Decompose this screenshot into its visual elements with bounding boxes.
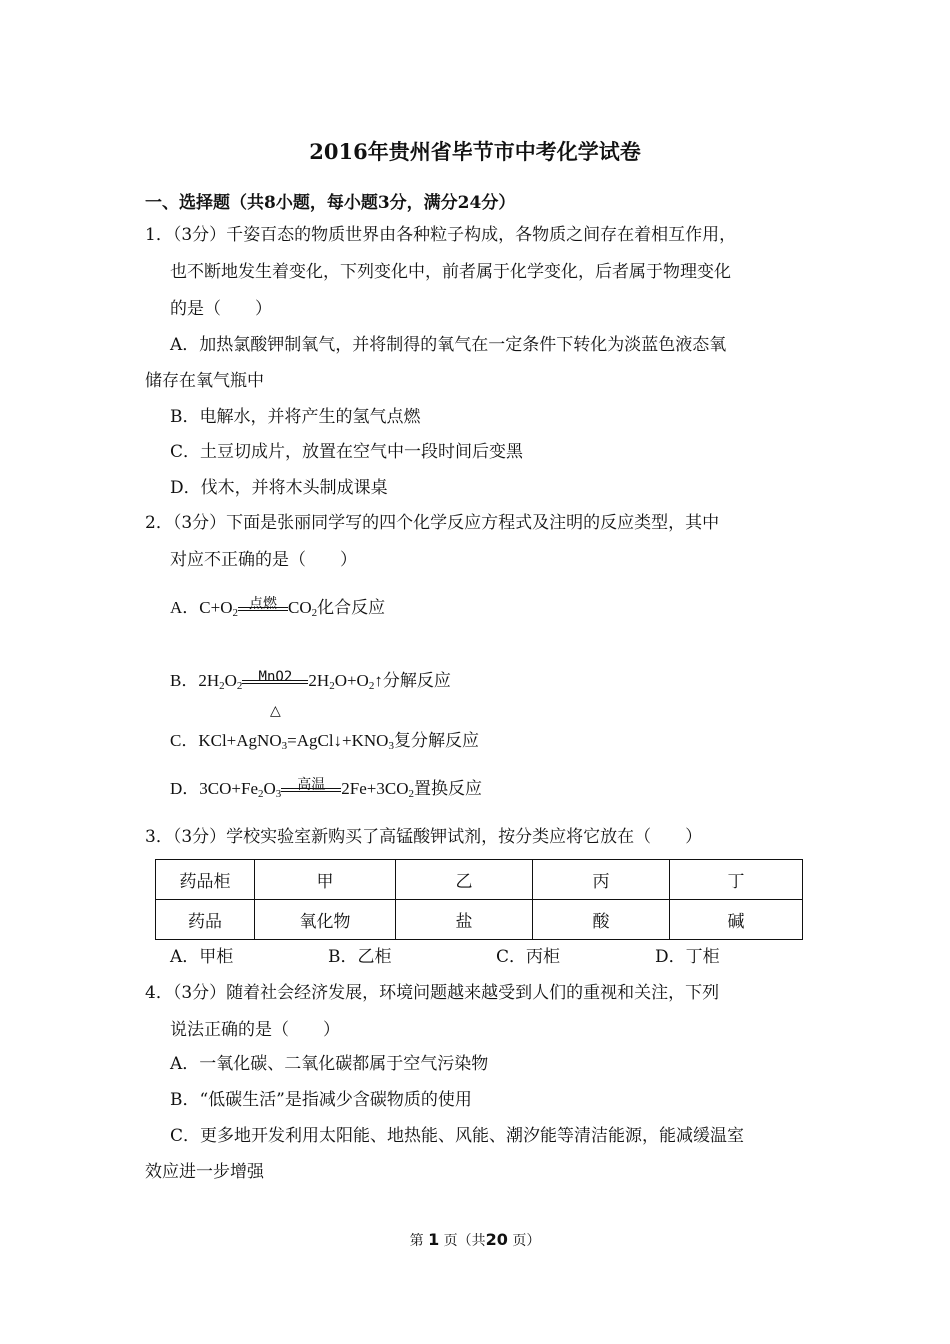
- q4-option-c-line2: 效应进一步增强: [145, 1162, 264, 1182]
- q1-option-a-line2: 储存在氧气瓶中: [145, 371, 264, 391]
- q1-option-d: D．伐木，并将木头制成课桌: [170, 478, 388, 498]
- q4-option-c-line1: C．更多地开发利用太阳能、地热能、风能、潮汐能等清洁能源，能减缓温室: [170, 1126, 745, 1146]
- q3-option-b: B．乙柜: [328, 947, 392, 967]
- q2-option-c: C．$KCl+AgNO_3=AgCl↓+KNO_3$复分解反应: [170, 731, 479, 752]
- table-cell: 丁: [670, 860, 803, 900]
- table-cell: 乙: [396, 860, 533, 900]
- table-cell: 药品柜: [156, 860, 255, 900]
- q4-option-a: A．一氧化碳、二氧化碳都属于空气污染物: [170, 1054, 489, 1074]
- q1-option-c: C．土豆切成片，放置在空气中一段时间后变黑: [170, 442, 524, 462]
- table-row: [156, 860, 803, 900]
- q1-stem-line1: 1．（3分）千姿百态的物质世界由各种粒子构成，各物质之间存在着相互作用，: [145, 225, 737, 245]
- table-row: [156, 900, 803, 940]
- catalyst-label: MnO2: [258, 669, 293, 685]
- q1-option-a-line1: A．加热氯酸钾制氧气，并将制得的氧气在一定条件下转化为淡蓝色液态氧: [170, 335, 727, 355]
- condition-label: 高温: [297, 777, 326, 793]
- page-title: 2016年贵州省毕节市中考化学试卷: [309, 139, 641, 164]
- q3-option-c: C．丙柜: [496, 947, 561, 967]
- q1-stem-line2: 也不断地发生着变化，下列变化中，前者属于化学变化，后者属于物理变化: [170, 262, 731, 282]
- page-footer: 第 1 页（共20 页）: [409, 1230, 541, 1249]
- q3-stem: 3．（3分）学校实验室新购买了高锰酸钾试剂，按分类应将它放在（ ）: [145, 827, 703, 847]
- condition-label: 点燃: [248, 596, 277, 612]
- heat-symbol: △: [270, 703, 281, 719]
- q2-option-a: A．$C+O_2$ 点燃 $CO_2$化合反应: [170, 597, 385, 619]
- table-cell: 酸: [533, 900, 670, 940]
- q2-stem-line2: 对应不正确的是（ ）: [170, 550, 357, 570]
- q1-option-b: B．电解水，并将产生的氢气点燃: [170, 407, 421, 427]
- table-cell: 丙: [533, 860, 670, 900]
- q2-option-d: D．$3CO+Fe_2O_3$ 高温 $2Fe+3CO_2$置换反应: [170, 778, 482, 800]
- page-number: 1: [428, 1230, 440, 1249]
- table-cell: 碱: [670, 900, 803, 940]
- table-cell: 甲: [255, 860, 396, 900]
- section-heading: 一、选择题（共8小题，每小题3分，满分24分）: [145, 193, 516, 213]
- table-cell: 药品: [156, 900, 255, 940]
- table-cell: 盐: [396, 900, 533, 940]
- q2-stem-line1: 2．（3分）下面是张丽同学写的四个化学反应方程式及注明的反应类型，其中: [145, 513, 720, 533]
- q4-stem-line1: 4．（3分）随着社会经济发展，环境问题越来越受到人们的重视和关注，下列: [145, 983, 720, 1003]
- q1-stem-line3: 的是（ ）: [170, 299, 272, 319]
- q2-option-b: B．$2H_2O_2$ MnO2 △ $2H_2O+O_2↑$分解反应: [170, 670, 451, 692]
- q4-stem-line2: 说法正确的是（ ）: [170, 1020, 340, 1040]
- q3-option-d: D．丁柜: [655, 947, 720, 967]
- q4-option-b: B．“低碳生活”是指减少含碳物质的使用: [170, 1090, 472, 1110]
- cabinet-table: [155, 859, 803, 940]
- total-pages: 20: [485, 1230, 508, 1249]
- q3-option-a: A．甲柜: [170, 947, 234, 967]
- table-cell: 氧化物: [255, 900, 396, 940]
